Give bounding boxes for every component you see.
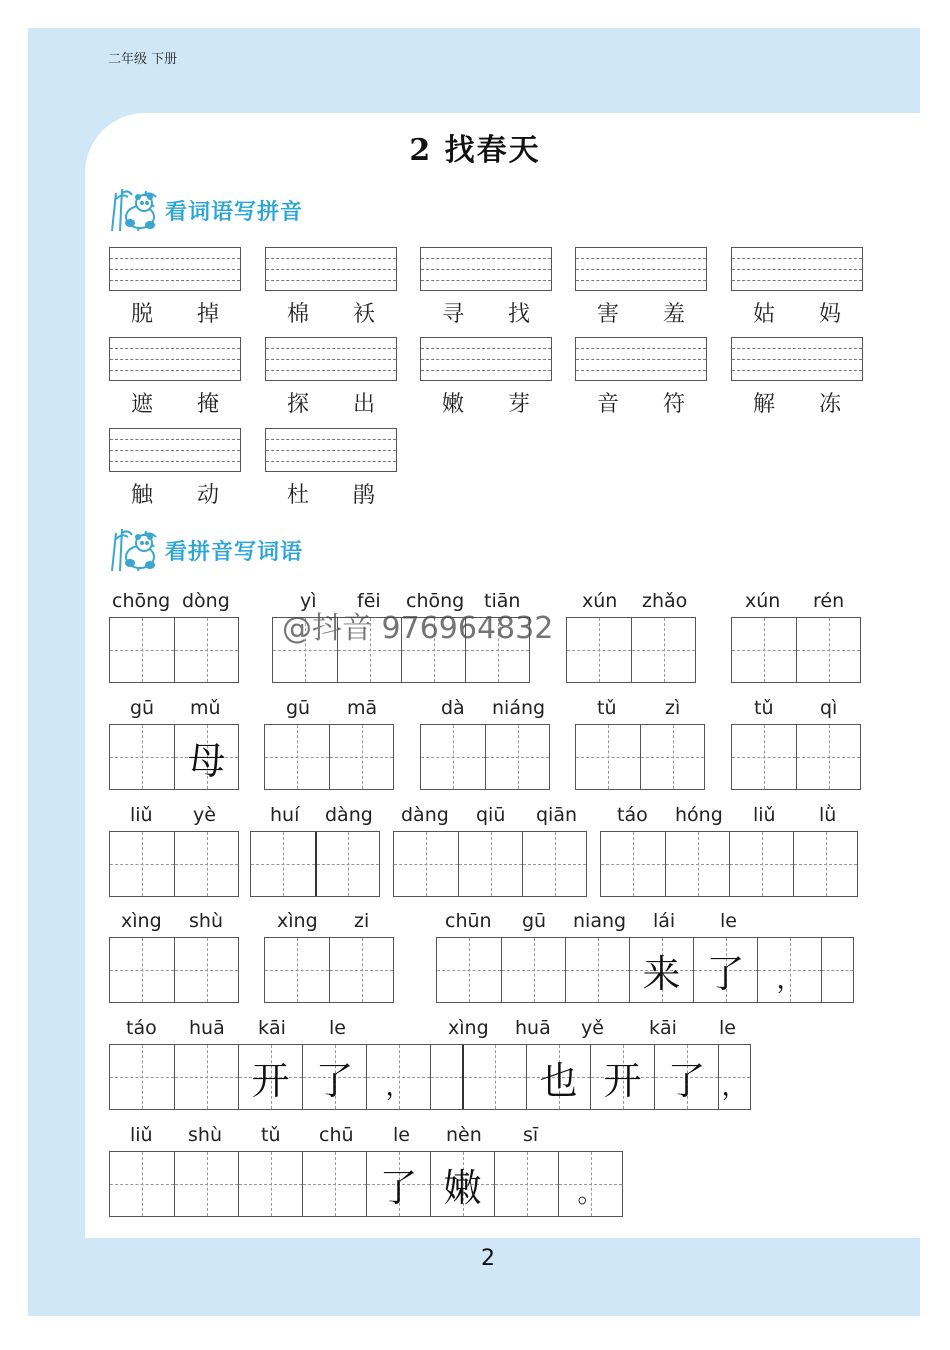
guide-line <box>110 450 240 451</box>
guide-line <box>266 348 396 349</box>
word-character: 出 <box>352 392 375 417</box>
guide-line <box>110 439 240 440</box>
word-character: 掩 <box>196 392 219 417</box>
word-character: 棉 <box>286 302 309 327</box>
guide-line <box>732 258 862 259</box>
prefilled-punctuation: 。 <box>577 1179 604 1209</box>
guide-line <box>266 359 396 360</box>
pinyin-answer-box[interactable] <box>265 337 397 381</box>
guide-line <box>732 359 862 360</box>
pinyin-label: yě <box>581 1017 604 1039</box>
pinyin-label: niang <box>573 910 627 932</box>
writing-cell[interactable] <box>329 938 393 1002</box>
pinyin-label: qì <box>820 697 838 719</box>
writing-cell[interactable] <box>732 618 796 682</box>
lesson-title: 2 找春天 <box>409 133 541 168</box>
pinyin-label: dàng <box>401 804 449 826</box>
character-grid <box>264 937 394 1003</box>
pinyin-answer-box[interactable] <box>420 247 552 291</box>
pinyin-label: sī <box>523 1124 539 1146</box>
writing-cell[interactable] <box>110 618 174 682</box>
writing-cell[interactable] <box>631 618 695 682</box>
writing-cell[interactable] <box>366 1045 430 1109</box>
pinyin-label: lái <box>653 910 676 932</box>
word-character: 羞 <box>662 302 685 327</box>
writing-cell[interactable] <box>265 938 329 1002</box>
word-character: 杜 <box>286 483 309 508</box>
word-character: 袄 <box>352 302 375 327</box>
prefilled-character: 了 <box>379 1165 418 1210</box>
word-character: 芽 <box>507 392 530 417</box>
writing-cell[interactable] <box>174 725 238 789</box>
writing-cell[interactable] <box>421 725 485 789</box>
guide-line <box>421 359 551 360</box>
pinyin-answer-box[interactable] <box>731 247 863 291</box>
pinyin-answer-box[interactable] <box>575 337 707 381</box>
writing-cell[interactable] <box>430 1152 494 1216</box>
pinyin-label: huā <box>189 1017 225 1039</box>
pinyin-answer-box[interactable] <box>109 337 241 381</box>
writing-cell[interactable] <box>366 1152 430 1216</box>
character-grid <box>575 724 705 790</box>
word-pair <box>109 387 241 418</box>
writing-cell[interactable] <box>526 1045 590 1109</box>
pinyin-answer-box[interactable] <box>265 428 397 472</box>
writing-cell[interactable] <box>174 618 238 682</box>
pinyin-label: niáng <box>492 697 546 719</box>
pinyin-label: chūn <box>445 910 492 932</box>
writing-cell[interactable] <box>793 832 857 896</box>
guide-line <box>421 280 551 281</box>
pinyin-label: kāi <box>258 1017 286 1039</box>
writing-cell[interactable] <box>567 618 631 682</box>
prefilled-character: 也 <box>539 1058 578 1103</box>
prefilled-character: 开 <box>251 1058 290 1103</box>
pinyin-label: liǔ <box>130 1124 153 1146</box>
grade-label: 二年级 下册 <box>108 52 178 67</box>
word-character: 寻 <box>441 302 464 327</box>
section-title: 看拼音写词语 <box>165 540 304 565</box>
pinyin-answer-box[interactable] <box>731 337 863 381</box>
character-grid <box>566 617 696 683</box>
writing-cell[interactable] <box>718 1045 750 1109</box>
word-pair <box>575 297 707 328</box>
pinyin-label: huí <box>270 804 300 826</box>
character-grid <box>600 831 858 897</box>
pinyin-label: xìng <box>121 910 162 932</box>
guide-line <box>266 280 396 281</box>
guide-line <box>421 258 551 259</box>
prefilled-punctuation: ， <box>385 1072 412 1102</box>
guide-line <box>732 269 862 270</box>
prefilled-punctuation: ， <box>721 1072 748 1102</box>
pinyin-label: le <box>393 1124 410 1146</box>
watermark: @抖音 976964832 <box>282 611 554 646</box>
prefilled-punctuation: ， <box>776 965 803 995</box>
guide-line <box>421 348 551 349</box>
writing-cell[interactable] <box>251 832 315 896</box>
pinyin-label: táo <box>617 804 648 826</box>
pinyin-label: gū <box>130 697 155 719</box>
word-character: 害 <box>596 302 619 327</box>
writing-cell[interactable] <box>329 725 393 789</box>
guide-line <box>421 370 551 371</box>
guide-line <box>732 348 862 349</box>
word-character: 鹃 <box>352 483 375 508</box>
guide-line <box>110 280 240 281</box>
pinyin-label: le <box>720 910 737 932</box>
guide-line <box>266 258 396 259</box>
character-grid <box>109 617 239 683</box>
prefilled-character: 了 <box>706 951 745 996</box>
guide-line <box>266 370 396 371</box>
guide-line <box>110 348 240 349</box>
guide-line <box>732 370 862 371</box>
pinyin-label: dà <box>441 697 465 719</box>
writing-cell[interactable] <box>590 1045 654 1109</box>
word-character: 符 <box>662 392 685 417</box>
prefilled-character: 了 <box>315 1058 354 1103</box>
pinyin-label: liǔ <box>130 804 153 826</box>
character-grid <box>393 831 587 897</box>
pinyin-label: chōng <box>112 590 171 612</box>
pinyin-label: gū <box>286 697 311 719</box>
writing-cell[interactable] <box>576 725 640 789</box>
pinyin-label: xìng <box>448 1017 489 1039</box>
pinyin-label: mǔ <box>190 697 221 719</box>
pinyin-label: shù <box>189 910 223 932</box>
writing-cell[interactable] <box>558 1152 622 1216</box>
guide-line <box>110 461 240 462</box>
pinyin-label: rén <box>813 590 845 612</box>
pinyin-label: nèn <box>446 1124 482 1146</box>
writing-cell[interactable] <box>302 1152 366 1216</box>
prefilled-character: 开 <box>603 1058 642 1103</box>
word-pair <box>420 297 552 328</box>
writing-cell[interactable] <box>174 1152 238 1216</box>
pinyin-label: shù <box>188 1124 222 1146</box>
writing-cell[interactable] <box>601 832 665 896</box>
pinyin-label: dàng <box>325 804 373 826</box>
writing-cell[interactable] <box>174 1045 238 1109</box>
guide-line <box>110 258 240 259</box>
pinyin-label: táo <box>126 1017 157 1039</box>
pinyin-answer-box[interactable] <box>109 247 241 291</box>
writing-cell[interactable] <box>640 725 704 789</box>
pinyin-answer-box[interactable] <box>109 428 241 472</box>
word-character: 妈 <box>818 302 841 327</box>
pinyin-label: qiān <box>536 804 578 826</box>
word-pair <box>265 297 397 328</box>
pinyin-label: zì <box>665 697 681 719</box>
pinyin-answer-box[interactable] <box>420 337 552 381</box>
writing-cell[interactable] <box>437 938 501 1002</box>
word-character: 探 <box>286 392 309 417</box>
pinyin-label: kāi <box>649 1017 677 1039</box>
word-character: 找 <box>507 302 530 327</box>
word-character: 掉 <box>196 302 219 327</box>
word-character: 脱 <box>130 302 153 327</box>
word-character: 音 <box>596 392 619 417</box>
pinyin-label: xún <box>745 590 781 612</box>
pinyin-label: zi <box>354 910 370 932</box>
writing-cell[interactable] <box>110 1152 174 1216</box>
writing-cell[interactable] <box>462 1045 526 1109</box>
writing-cell[interactable] <box>665 832 729 896</box>
guide-line <box>110 359 240 360</box>
pinyin-label: mā <box>347 697 378 719</box>
pinyin-label: qiū <box>476 804 506 826</box>
guide-line <box>576 370 706 371</box>
writing-cell[interactable] <box>732 725 796 789</box>
guide-line <box>576 280 706 281</box>
word-pair <box>109 297 241 328</box>
guide-line <box>110 370 240 371</box>
writing-cell[interactable] <box>458 832 522 896</box>
word-pair <box>731 297 863 328</box>
writing-cell[interactable] <box>394 832 458 896</box>
writing-cell[interactable] <box>110 1045 174 1109</box>
writing-cell[interactable] <box>430 1045 462 1109</box>
writing-cell[interactable] <box>110 832 174 896</box>
pinyin-label: zhǎo <box>642 590 688 612</box>
guide-line <box>576 269 706 270</box>
guide-line <box>732 280 862 281</box>
pinyin-label: tǔ <box>597 697 617 719</box>
pinyin-label: tǔ <box>261 1124 281 1146</box>
writing-cell[interactable] <box>693 938 757 1002</box>
writing-cell[interactable] <box>565 938 629 1002</box>
word-pair <box>265 387 397 418</box>
word-character: 解 <box>752 392 775 417</box>
word-pair <box>109 478 241 509</box>
word-character: 嫩 <box>441 392 464 417</box>
word-character: 触 <box>130 483 153 508</box>
pinyin-label: xún <box>582 590 618 612</box>
pinyin-label: lǜ <box>819 804 837 826</box>
pinyin-answer-box[interactable] <box>265 247 397 291</box>
word-character: 冻 <box>818 392 841 417</box>
guide-line <box>266 439 396 440</box>
guide-line <box>110 269 240 270</box>
guide-line <box>576 348 706 349</box>
character-grid <box>109 1044 751 1110</box>
writing-cell[interactable] <box>757 938 821 1002</box>
character-grid <box>109 724 239 790</box>
writing-cell[interactable] <box>315 832 379 896</box>
character-grid <box>264 724 394 790</box>
pinyin-label: tiān <box>484 590 521 612</box>
word-character: 遮 <box>130 392 153 417</box>
writing-cell[interactable] <box>796 618 860 682</box>
prefilled-character: 嫩 <box>443 1165 482 1210</box>
writing-cell[interactable] <box>265 725 329 789</box>
writing-cell[interactable] <box>110 938 174 1002</box>
pinyin-label: liǔ <box>753 804 776 826</box>
word-pair <box>420 387 552 418</box>
guide-line <box>576 359 706 360</box>
character-grid <box>731 724 861 790</box>
writing-cell[interactable] <box>110 725 174 789</box>
writing-cell[interactable] <box>796 725 860 789</box>
character-grid <box>436 937 854 1003</box>
writing-cell[interactable] <box>238 1045 302 1109</box>
writing-cell[interactable] <box>654 1045 718 1109</box>
writing-cell[interactable] <box>174 832 238 896</box>
character-grid <box>109 937 239 1003</box>
pinyin-label: tǔ <box>754 697 774 719</box>
writing-cell[interactable] <box>238 1152 302 1216</box>
pinyin-label: hóng <box>675 804 723 826</box>
writing-cell[interactable] <box>485 725 549 789</box>
pinyin-label: le <box>329 1017 346 1039</box>
panda-icon <box>108 525 162 573</box>
character-grid <box>731 617 861 683</box>
writing-cell[interactable] <box>302 1045 366 1109</box>
pinyin-label: gū <box>522 910 547 932</box>
section-title: 看词语写拼音 <box>165 200 304 225</box>
word-pair <box>575 387 707 418</box>
guide-line <box>266 450 396 451</box>
page-number: 2 <box>481 1246 495 1271</box>
pinyin-answer-box[interactable] <box>575 247 707 291</box>
pinyin-label: le <box>719 1017 736 1039</box>
writing-cell[interactable] <box>494 1152 558 1216</box>
word-character: 动 <box>196 483 219 508</box>
pinyin-label: xìng <box>277 910 318 932</box>
word-pair <box>265 478 397 509</box>
word-pair <box>731 387 863 418</box>
word-character: 姑 <box>752 302 775 327</box>
writing-cell[interactable] <box>501 938 565 1002</box>
pinyin-label: huā <box>515 1017 551 1039</box>
writing-cell[interactable] <box>729 832 793 896</box>
guide-line <box>576 258 706 259</box>
writing-cell[interactable] <box>522 832 586 896</box>
character-grid <box>109 831 239 897</box>
writing-cell[interactable] <box>174 938 238 1002</box>
pinyin-label: dòng <box>182 590 230 612</box>
guide-line <box>421 269 551 270</box>
pinyin-label: yì <box>300 590 317 612</box>
prefilled-character: 母 <box>187 738 226 783</box>
character-grid <box>109 1151 623 1217</box>
writing-cell[interactable] <box>821 938 853 1002</box>
pinyin-label: yè <box>193 804 216 826</box>
prefilled-character: 来 <box>642 951 681 996</box>
pinyin-label: fēi <box>357 590 381 612</box>
pinyin-label: chū <box>319 1124 354 1146</box>
prefilled-character: 了 <box>667 1058 706 1103</box>
guide-line <box>266 269 396 270</box>
writing-cell[interactable] <box>629 938 693 1002</box>
guide-line <box>266 461 396 462</box>
pinyin-label: chōng <box>406 590 465 612</box>
character-grid <box>420 724 550 790</box>
panda-icon <box>108 185 162 233</box>
character-grid <box>250 831 380 897</box>
